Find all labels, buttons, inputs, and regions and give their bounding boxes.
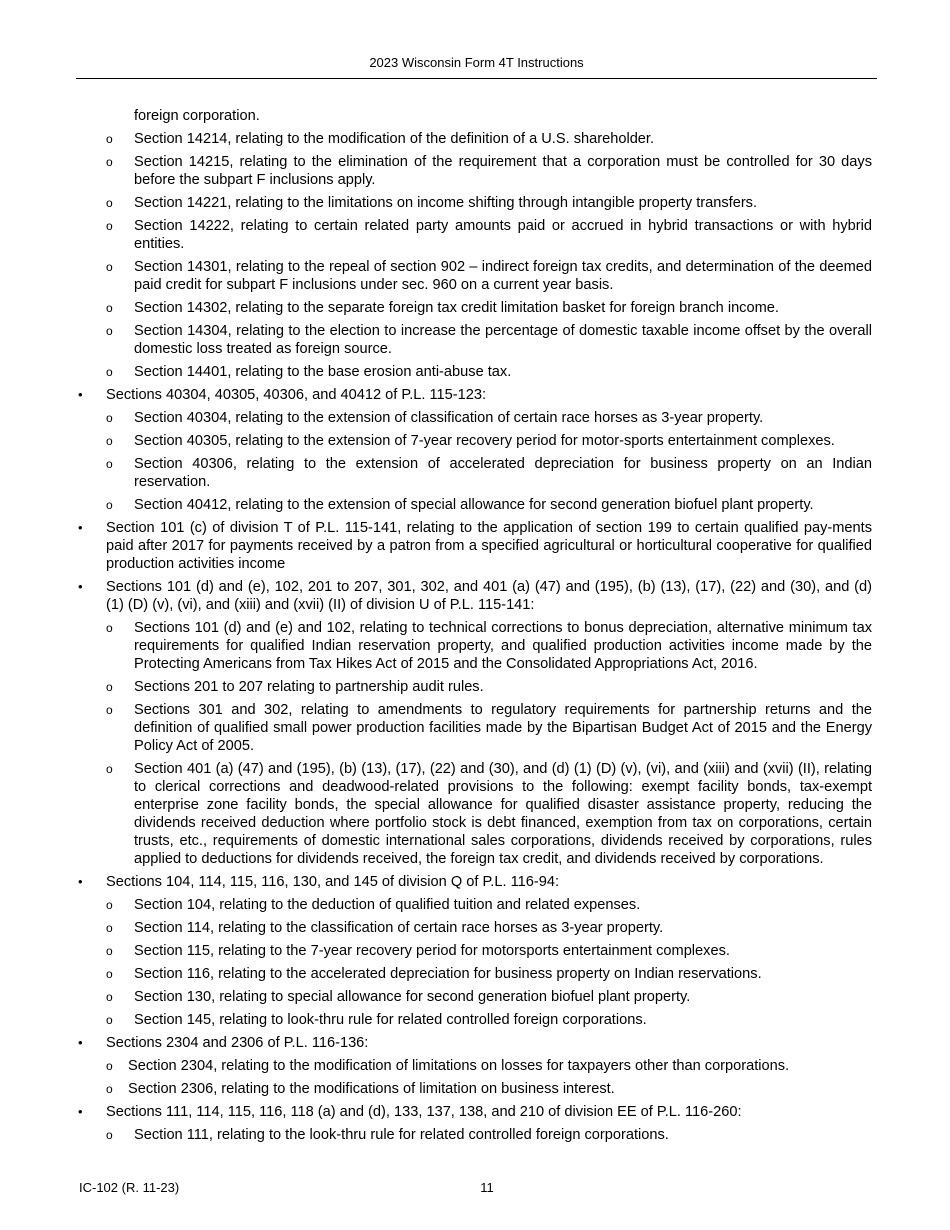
- sub-list-item: [76, 1080, 872, 1098]
- sub-list-item: [76, 896, 872, 914]
- sub-list-item: [76, 701, 872, 755]
- circle-marker: o: [106, 155, 113, 169]
- circle-marker: o: [106, 944, 113, 958]
- circle-marker: o: [106, 1128, 113, 1142]
- sub-list-item: [76, 322, 872, 358]
- circle-marker: o: [106, 324, 113, 338]
- circle-marker: o: [106, 898, 113, 912]
- list-item-text: Section 40306, relating to the extension of accelerated depreciation for business property on an Indian reservation.: [134, 456, 872, 490]
- list-item-text: Section 14302, relating to the separate foreign tax credit limitation basket for foreign branch income.: [134, 300, 779, 316]
- bullet-list-item: [76, 873, 872, 891]
- bullet-list-item: [76, 1103, 872, 1121]
- list-item-text: Sections 201 to 207 relating to partnership audit rules.: [134, 679, 484, 695]
- list-item-text: Sections 301 and 302, relating to amendments to regulatory requirements for partnership returns and the definition of qualified small power production facilities made by the Bipartisan Budget Act of 2015 and the Energy Policy Act of 2005.: [134, 702, 872, 754]
- bullet-list-item: [76, 1034, 872, 1052]
- list-item-text: Section 40305, relating to the extension of 7-year recovery period for motor-sports entertainment complexes.: [134, 433, 835, 449]
- sub-list-item: [76, 194, 872, 212]
- circle-marker: o: [106, 621, 113, 635]
- bullet-marker: •: [78, 1104, 83, 1119]
- circle-marker: o: [106, 411, 113, 425]
- sub-list-item: [76, 496, 872, 514]
- circle-marker: o: [106, 967, 113, 981]
- circle-marker: o: [106, 132, 113, 146]
- sub-list-item: [76, 258, 872, 294]
- list-item-text: Section 40304, relating to the extension of classification of certain race horses as 3-year property.: [134, 410, 764, 426]
- sub-list-item: [76, 919, 872, 937]
- sub-list-item: [76, 217, 872, 253]
- list-item-text: Section 101 (c) of division T of P.L. 115-141, relating to the application of section 199 to certain qualified pay-ments paid after 2017 for payments received by a patron from a specified agricultural or horticultural cooperative for qualified production activities income: [106, 520, 872, 572]
- sub-list-item: [76, 1011, 872, 1029]
- circle-marker: o: [106, 1082, 113, 1096]
- footer-form-id: IC-102 (R. 11-23): [79, 1180, 180, 1195]
- sub-list-item: [76, 432, 872, 450]
- circle-marker: o: [106, 365, 113, 379]
- sub-list-item: [76, 363, 872, 381]
- bullet-marker: •: [78, 579, 83, 594]
- page-header-title: 2023 Wisconsin Form 4T Instructions: [369, 55, 584, 70]
- list-item-text: Sections 40304, 40305, 40306, and 40412 of P.L. 115-123:: [106, 387, 487, 403]
- list-item-continuation: [76, 107, 872, 125]
- list-item-text: Sections 104, 114, 115, 116, 130, and 145 of division Q of P.L. 116-94:: [106, 874, 560, 890]
- sub-list-item: [76, 942, 872, 960]
- sub-list-item: [76, 619, 872, 673]
- sub-list-item: [76, 455, 872, 491]
- sub-list-item: [76, 1126, 872, 1144]
- circle-marker: o: [106, 1059, 113, 1073]
- list-item-text: foreign corporation.: [134, 108, 260, 124]
- circle-marker: o: [106, 196, 113, 210]
- list-item-text: Section 40412, relating to the extension of special allowance for second generation biofuel plant property.: [134, 497, 814, 513]
- list-item-text: Section 130, relating to special allowance for second generation biofuel plant property.: [134, 989, 691, 1005]
- circle-marker: o: [106, 219, 113, 233]
- circle-marker: o: [106, 260, 113, 274]
- list-item-text: Sections 2304 and 2306 of P.L. 116-136:: [106, 1035, 369, 1051]
- sub-list-item: [76, 965, 872, 983]
- circle-marker: o: [106, 1013, 113, 1027]
- bullet-list-item: [76, 519, 872, 573]
- circle-marker: o: [106, 301, 113, 315]
- circle-marker: o: [106, 434, 113, 448]
- circle-marker: o: [106, 990, 113, 1004]
- list-item-text: Section 2304, relating to the modification of limitations on losses for taxpayers other than corporations.: [128, 1058, 790, 1074]
- circle-marker: o: [106, 703, 113, 717]
- list-item-text: Sections 101 (d) and (e) and 102, relating to technical corrections to bonus depreciation, alternative minimum tax requirements for qualified Indian reservation property, and qualified production activities income made by the Protecting Americans from Tax Hikes Act of 2015 and the Consolidated Appropriations Act, 2016.: [134, 620, 872, 672]
- list-item-text: Section 14222, relating to certain related party amounts paid or accrued in hybrid transactions or with hybrid entities.: [134, 218, 872, 252]
- list-item-text: Section 14401, relating to the base erosion anti-abuse tax.: [134, 364, 512, 380]
- list-item-text: Section 2306, relating to the modifications of limitation on business interest.: [128, 1081, 615, 1097]
- bullet-list-item: [76, 386, 872, 404]
- list-item-text: Section 14301, relating to the repeal of section 902 – indirect foreign tax credits, and determination of the deemed paid credit for subpart F inclusions under sec. 960 on a current year basis.: [134, 259, 872, 293]
- circle-marker: o: [106, 762, 113, 776]
- document-body: [76, 107, 872, 1144]
- footer-page-number: 11: [480, 1180, 494, 1195]
- circle-marker: o: [106, 680, 113, 694]
- list-item-text: Section 14221, relating to the limitations on income shifting through intangible property transfers.: [134, 195, 758, 211]
- list-item-text: Section 114, relating to the classification of certain race horses as 3-year property.: [134, 920, 664, 936]
- sub-list-item: [76, 153, 872, 189]
- list-item-text: Section 111, relating to the look-thru rule for related controlled foreign corporations.: [134, 1127, 669, 1143]
- sub-list-item: [76, 299, 872, 317]
- sub-list-item: [76, 409, 872, 427]
- circle-marker: o: [106, 921, 113, 935]
- circle-marker: o: [106, 457, 113, 471]
- list-item-text: Section 14214, relating to the modification of the definition of a U.S. shareholder.: [134, 131, 655, 147]
- sub-list-item: [76, 130, 872, 148]
- sub-list-item: [76, 678, 872, 696]
- list-item-text: Section 145, relating to look-thru rule for related controlled foreign corporations.: [134, 1012, 647, 1028]
- list-item-text: Section 401 (a) (47) and (195), (b) (13), (17), (22) and (30), and (d) (1) (D) (v), (vi), and (xiii) and (xvii) (II), relating to clerical corrections and deadwood-related provisions to the following: exempt facility bonds, tax-exempt enterprise zone facility bonds, the special allowance for qualified disaster assistance property, reducing the dividends received deduction where portfolio stock is debt financed, exemption from tax on corporations, certain trusts, etc., requirements of domestic international sales corporations, dividends received by corporations, rules applied to deductions for dividends received, the foreign tax credit, and dividends received by corporations.: [134, 761, 872, 867]
- bullet-marker: •: [78, 1035, 83, 1050]
- sub-list-item: [76, 988, 872, 1006]
- header-divider: [76, 78, 877, 79]
- bullet-marker: •: [78, 874, 83, 889]
- circle-marker: o: [106, 498, 113, 512]
- bullet-marker: •: [78, 520, 83, 535]
- list-item-text: Section 116, relating to the accelerated depreciation for business property on Indian reservations.: [134, 966, 762, 982]
- list-item-text: Section 115, relating to the 7-year recovery period for motorsports entertainment complexes.: [134, 943, 730, 959]
- list-item-text: Sections 101 (d) and (e), 102, 201 to 207, 301, 302, and 401 (a) (47) and (195), (b) (13), (17), (22) and (30), and (d) (1) (D) (v), (vi), and (xiii) and (xvii) (II) of division U of P.L. 115-141:: [106, 579, 872, 613]
- list-item-text: Section 14215, relating to the elimination of the requirement that a corporation must be controlled for 30 days before the subpart F inclusions apply.: [134, 154, 872, 188]
- list-item-text: Section 14304, relating to the election to increase the percentage of domestic taxable income offset by the overall domestic loss treated as foreign source.: [134, 323, 872, 357]
- bullet-marker: •: [78, 387, 83, 402]
- sub-list-item: [76, 1057, 872, 1075]
- bullet-list-item: [76, 578, 872, 614]
- list-item-text: Section 104, relating to the deduction of qualified tuition and related expenses.: [134, 897, 641, 913]
- sub-list-item: [76, 760, 872, 868]
- list-item-text: Sections 111, 114, 115, 116, 118 (a) and (d), 133, 137, 138, and 210 of division EE of P.L. 116-260:: [106, 1104, 742, 1120]
